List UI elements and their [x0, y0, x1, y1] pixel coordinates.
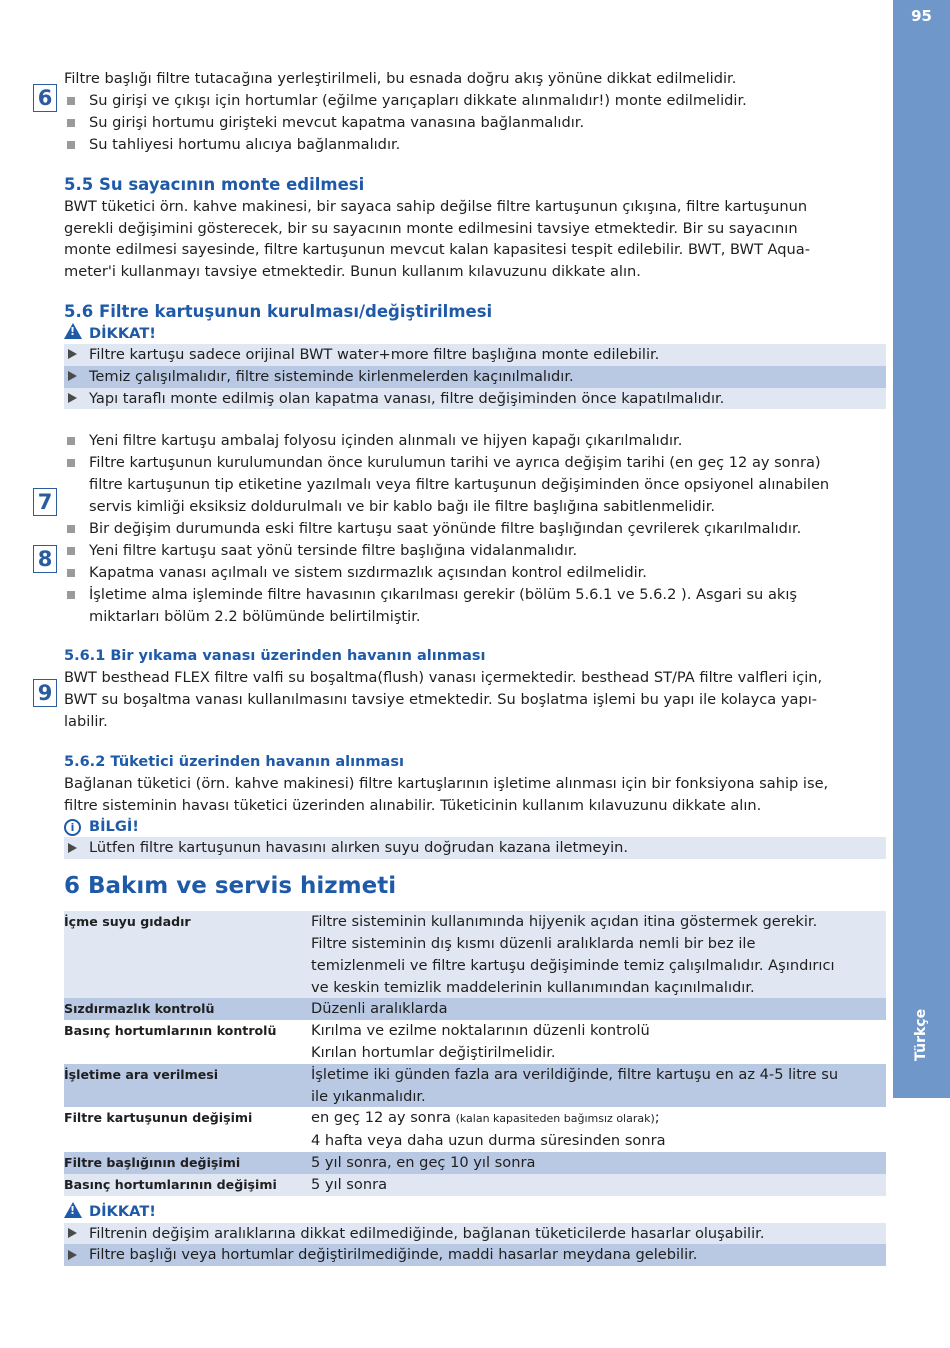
- row-label: Sızdırmazlık kontrolü: [64, 1001, 215, 1017]
- info-item: Lütfen filtre kartuşunun havasını alırken suyu doğrudan kazana iletmeyin.: [64, 837, 886, 859]
- sidebar-band: [893, 0, 950, 1098]
- paragraph-line: BWT besthead FLEX filtre valfi su boşaltma(flush) vanası içermektedir. besthead ST/PA filtre valfleri için,: [64, 669, 823, 687]
- step-marker-6: 6: [33, 84, 57, 112]
- intro-bullet: Su girişi ve çıkışı için hortumlar (eğilme yarıçapları dikkate alınmalıdır!) monte edilmelidir.: [64, 90, 886, 112]
- bullet-square-icon: [64, 112, 89, 134]
- chapter-heading-6: 6 Bakım ve servis hizmeti: [64, 873, 397, 900]
- arrow-right-icon: [64, 837, 89, 859]
- row-label: İşletime ara verilmesi: [64, 1066, 219, 1082]
- row-label: Filtre kartuşunun değişimi: [64, 1110, 253, 1126]
- info-notice: i BİLGİ!: [64, 816, 886, 837]
- table-row: [64, 998, 886, 1020]
- warning-item: Filtre kartuşu sadece orijinal BWT water+more filtre başlığına monte edilebilir.: [64, 344, 886, 366]
- arrow-right-icon: [64, 1244, 89, 1266]
- step-marker-8: 8: [33, 545, 57, 573]
- section-heading-5-6: 5.6 Filtre kartuşunun kurulması/değiştirilmesi: [64, 301, 493, 321]
- row-label: İçme suyu gıdadır: [64, 914, 191, 930]
- table-row: [64, 1020, 886, 1064]
- bullet-square-icon: [64, 134, 89, 156]
- row-label: Basınç hortumlarının değişimi: [64, 1176, 277, 1192]
- paragraph-line: monte edilmesi sayesinde, filtre kartuşunun mevcut kalan kapasitesi tespit edilebilir. BWT, BWT Aqua-: [64, 241, 810, 259]
- bullet-square-icon: [64, 540, 89, 562]
- warning-item: Temiz çalışılmalıdır, filtre sisteminde kirlenmelerden kaçınılmalıdır.: [64, 366, 886, 388]
- row-value: Kırılma ve ezilme noktalarının düzenli kontrolü Kırılan hortumlar değiştirilmelidir.: [311, 1022, 650, 1061]
- paragraph-line: filtre sisteminin havası tüketici üzerinden alınabilir. Tüketicinin kullanım kılavuzunu dikkate alın.: [64, 796, 762, 814]
- row-value: 5 yıl sonra: [311, 1175, 388, 1193]
- maintenance-table: [64, 911, 886, 1195]
- paragraph-line: labilir.: [64, 712, 108, 730]
- procedure-bullet: Kapatma vanası açılmalı ve sistem sızdırmazlık açısından kontrol edilmelidir.: [64, 562, 886, 584]
- row-label: Filtre başlığının değişimi: [64, 1154, 241, 1170]
- procedure-bullet: Bir değişim durumunda eski filtre kartuşu saat yönünde filtre başlığından çevrilerek çıkarılmalıdır.: [64, 518, 886, 540]
- table-row: [64, 1174, 886, 1196]
- arrow-right-icon: [64, 344, 89, 366]
- procedure-bullet: Filtre kartuşunun kurulumundan önce kurulumun tarihi ve ayrıca değişim tarihi (en geç 12 ay sonra) filtre kartuşunun tip etiketine yazılmalı veya filtre kartuşunun değişiminden önce opsiyonel alınabilen servis kimliği eksiksiz doldurulmalı ve bir kablo bağı ile filtre başlığına sabitlenmelidir.: [64, 452, 886, 517]
- arrow-right-icon: [64, 366, 89, 388]
- warning-item: Yapı taraflı monte edilmiş olan kapatma vanası, filtre değişiminden önce kapatılmalıdır.: [64, 388, 886, 410]
- bullet-square-icon: [64, 562, 89, 584]
- paragraph-line: BWT tüketici örn. kahve makinesi, bir sayaca sahip değilse filtre kartuşunun çıkışına, filtre kartuşunun: [64, 197, 808, 215]
- table-row: [64, 1064, 886, 1108]
- row-label: Basınç hortumlarının kontrolü: [64, 1023, 277, 1039]
- warning-icon: [64, 323, 82, 339]
- row-value: Düzenli aralıklarda: [311, 1000, 448, 1018]
- paragraph-line: Bağlanan tüketici (örn. kahve makinesi) filtre kartuşlarının işletime alınması için bir fonksiyona sahip ise,: [64, 774, 829, 792]
- section-heading-5-6-2: 5.6.2 Tüketici üzerinden havanın alınması: [64, 753, 404, 770]
- warning-item: Filtrenin değişim aralıklarına dikkat edilmediğinde, bağlanan tüketicilerde hasarlar oluşabilir.: [64, 1223, 886, 1245]
- caution-notice: ! DİKKAT!: [64, 323, 886, 344]
- step-marker-9: 9: [33, 679, 57, 707]
- language-tab[interactable]: [893, 1005, 950, 1065]
- arrow-right-icon: [64, 1223, 89, 1245]
- language-label: Türkçe: [912, 1008, 929, 1062]
- bullet-square-icon: [64, 90, 89, 112]
- row-value: en geç 12 ay sonra (kalan kapasiteden bağımsız olarak); 4 hafta veya daha uzun durma süresinden sonra: [311, 1109, 666, 1150]
- procedure-bullet: İşletime alma işleminde filtre havasının çıkarılması gerekir (bölüm 5.6.1 ve 5.6.2 ). Asgari su akış miktarları bölüm 2.2 bölümünde belirtilmiştir.: [64, 584, 886, 628]
- table-row: [64, 1107, 886, 1152]
- intro-bullet: Su tahliyesi hortumu alıcıya bağlanmalıdır.: [64, 134, 886, 156]
- row-value: 5 yıl sonra, en geç 10 yıl sonra: [311, 1153, 536, 1171]
- row-value: İşletime iki günden fazla ara verildiğinde, filtre kartuşu en az 4-5 litre su ile yıkanmalıdır.: [311, 1065, 839, 1105]
- row-value: Filtre sisteminin kullanımında hijyenik açıdan itina göstermek gerekir. Filtre sisteminin dış kısmı düzenli aralıklarda nemli bir bez ile temizlenmeli ve filtre kartuşu değişiminde temiz çalışılmalıdır. Aşındırıcı ve keskin temizlik maddelerinin kullanımından kaçınılmalıdır.: [311, 913, 835, 996]
- warning-icon: [64, 1202, 82, 1218]
- paragraph-line: meter'i kullanmayı tavsiye etmektedir. Bunun kullanım kılavuzunu dikkate alın.: [64, 263, 641, 281]
- arrow-right-icon: [64, 388, 89, 410]
- bullet-square-icon: [64, 452, 89, 474]
- procedure-bullet: Yeni filtre kartuşu saat yönü tersinde filtre başlığına vidalanmalıdır.: [64, 540, 886, 562]
- caution-notice: ! DİKKAT!: [64, 1202, 886, 1223]
- table-row: [64, 1152, 886, 1174]
- section-heading-5-5: 5.5 Su sayacının monte edilmesi: [64, 174, 365, 194]
- warning-item: Filtre başlığı veya hortumlar değiştirilmediğinde, maddi hasarlar meydana gelebilir.: [64, 1244, 886, 1266]
- paragraph-line: gerekli değişimini gösterecek, bir su sayacının monte edilmesini tavsiye etmektedir. Bir su sayacının: [64, 219, 798, 237]
- table-row: [64, 911, 886, 998]
- intro-bullet: Su girişi hortumu girişteki mevcut kapatma vanasına bağlanmalıdır.: [64, 112, 886, 134]
- bullet-square-icon: [64, 430, 89, 452]
- info-icon: i: [64, 819, 81, 836]
- bullet-square-icon: [64, 518, 89, 540]
- page-content: [64, 68, 886, 1266]
- paragraph-line: BWT su boşaltma vanası kullanılmasını tavsiye etmektedir. Su boşlatma işlemi bu yapı ile kolayca yapı-: [64, 691, 818, 709]
- step-marker-7: 7: [33, 488, 57, 516]
- procedure-bullet: Yeni filtre kartuşu ambalaj folyosu içinden alınmalı ve hijyen kapağı çıkarılmalıdır.: [64, 430, 886, 452]
- page-number: 95: [911, 7, 932, 25]
- bullet-square-icon: [64, 584, 89, 606]
- intro-line: Filtre başlığı filtre tutacağına yerleştirilmeli, bu esnada doğru akış yönüne dikkat edilmelidir.: [64, 70, 737, 87]
- section-heading-5-6-1: 5.6.1 Bir yıkama vanası üzerinden havanın alınması: [64, 648, 486, 665]
